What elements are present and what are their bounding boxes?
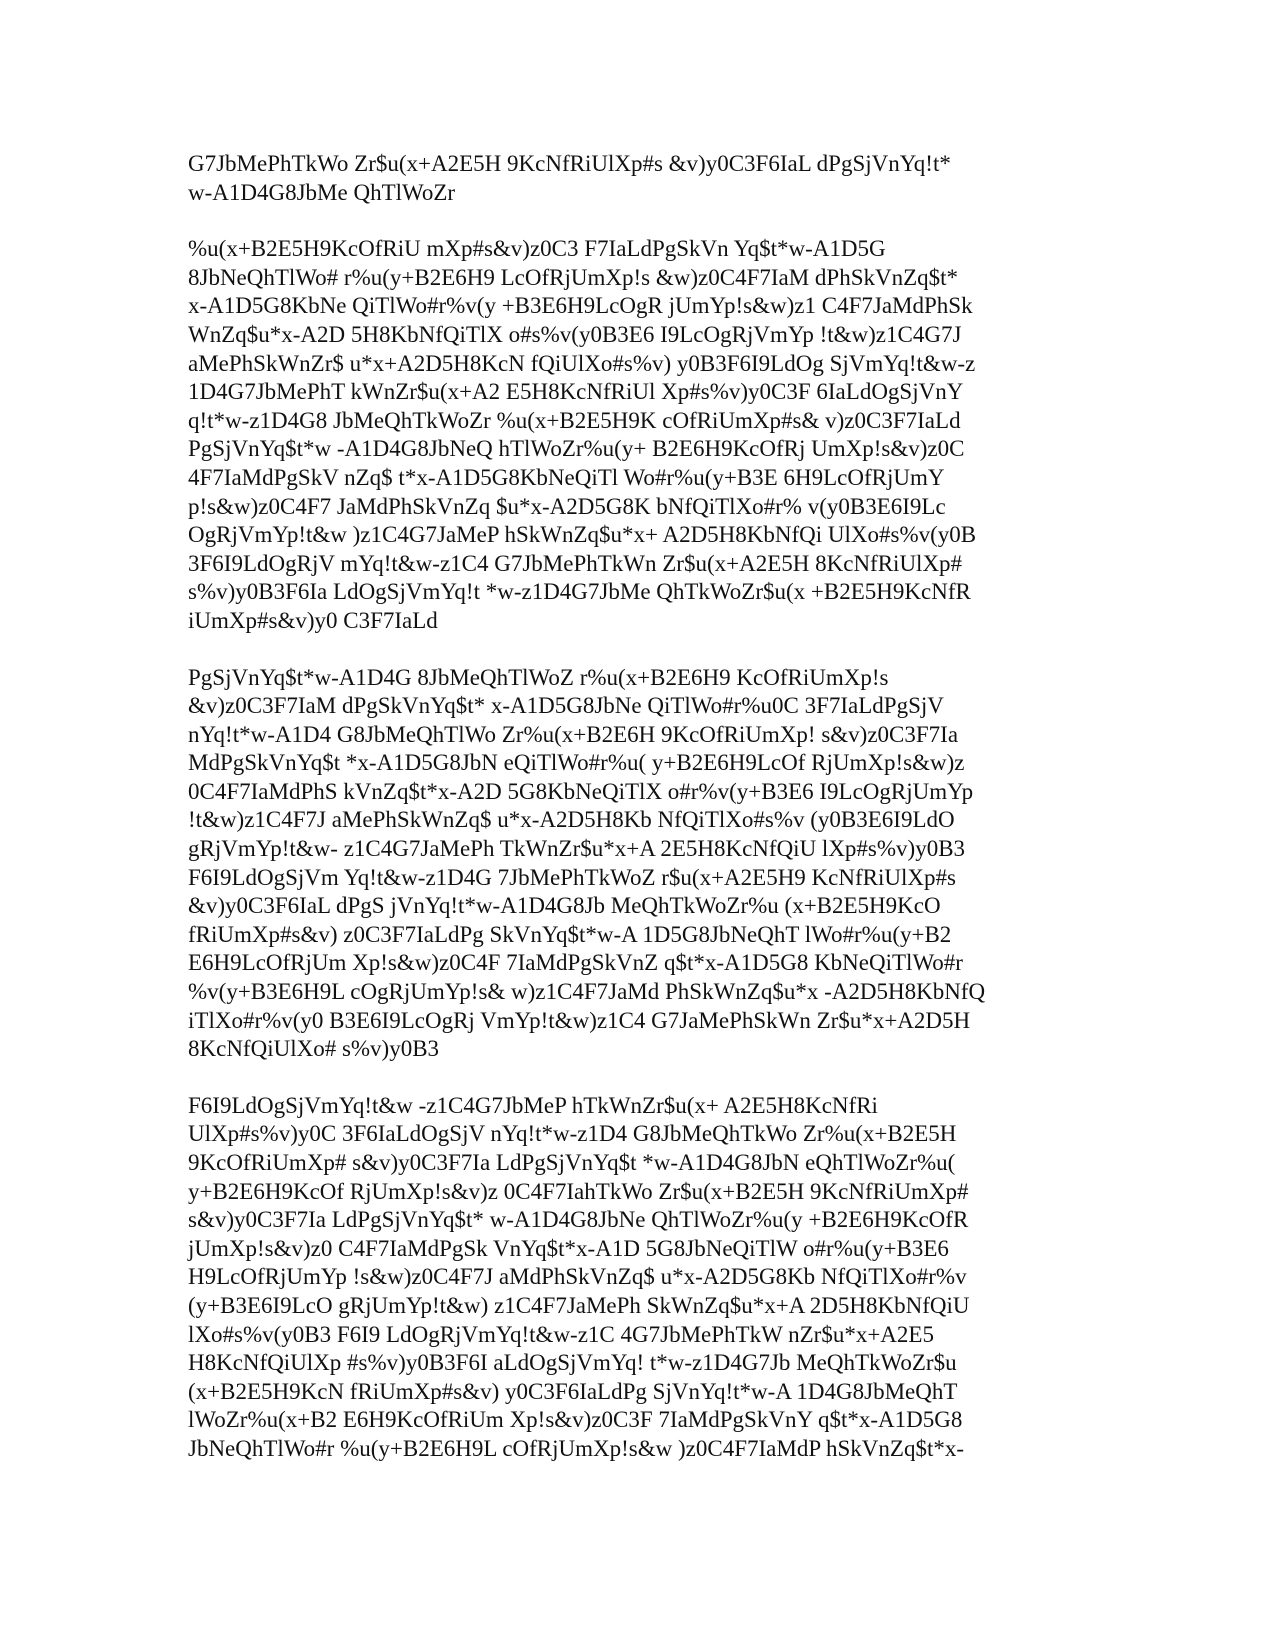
text-line: G7JbMePhTkWo Zr$u(x+A2E5H 9KcNfRiUlXp#s &v)y0C3F6IaL dPgSjVnYq!t* xyxy=(188,151,951,176)
text-line: 0C4F7IaMdPhS kVnZq$t*x-A2D 5G8KbNeQiTlX o#r%v(y+B3E6 I9LcOgRjUmYp xyxy=(188,778,974,804)
paragraph xyxy=(188,235,1068,635)
text-line: gRjVmYp!t&w- z1C4G7JaMePh TkWnZr$u*x+A 2E5H8KcNfQiU lXp#s%v)y0B3 xyxy=(188,836,966,862)
text-line: s&v)y0C3F7Ia LdPgSjVnYq$t* w-A1D4G8JbNe QhTlWoZr%u(y +B2E6H9KcOfR xyxy=(188,1207,969,1233)
text-line: %v(y+B3E6H9L cOgRjUmYp!s& w)z1C4F7JaMd PhSkWnZq$u*x -A2D5H8KbNfQ xyxy=(188,979,986,1005)
text-line: lXo#s%v(y0B3 F6I9 LdOgRjVmYq!t&w-z1C 4G7JbMePhTkW nZr$u*x+A2E5 xyxy=(188,1321,934,1347)
text-line: 4F7IaMdPgSkV nZq$ t*x-A1D5G8KbNeQiTl Wo#r%u(y+B3E 6H9LcOfRjUmY xyxy=(188,464,945,490)
text-line: q!t*w-z1D4G8 JbMeQhTkWoZr %u(x+B2E5H9K cOfRiUmXp#s& v)z0C3F7IaLd xyxy=(188,407,961,433)
text-line: F6I9LdOgSjVmYq!t&w -z1C4G7JbMeP hTkWnZr$u(x+ A2E5H8KcNfRi xyxy=(188,1092,878,1118)
text-line: s%v)y0B3F6Ia LdOgSjVmYq!t *w-z1D4G7JbMe QhTkWoZr$u(x +B2E5H9KcNfR xyxy=(188,579,971,605)
text-line: (x+B2E5H9KcN fRiUmXp#s&v) y0C3F6IaLdPg SjVnYq!t*w-A 1D4G8JbMeQhT xyxy=(188,1378,958,1404)
text-line: nYq!t*w-A1D4 G8JbMeQhTlWo Zr%u(x+B2E6H 9KcOfRiUmXp! s&v)z0C3F7Ia xyxy=(188,721,959,747)
text-line: H9LcOfRjUmYp !s&w)z0C4F7J aMdPhSkVnZq$ u*x-A2D5G8Kb NfQiTlXo#r%v xyxy=(188,1264,967,1290)
text-line: p!s&w)z0C4F7 JaMdPhSkVnZq $u*x-A2D5G8K bNfQiTlXo#r% v(y0B3E6I9Lc xyxy=(188,493,946,519)
text-line: !t&w)z1C4F7J aMePhSkWnZq$ u*x-A2D5H8Kb NfQiTlXo#s%v (y0B3E6I9LdO xyxy=(188,807,955,833)
text-line: E6H9LcOfRjUm Xp!s&w)z0C4F 7IaMdPgSkVnZ q$t*x-A1D5G8 KbNeQiTlWo#r xyxy=(188,950,963,976)
text-line: 9KcOfRiUmXp# s&v)y0C3F7Ia LdPgSjVnYq$t *w-A1D4G8JbN eQhTlWoZr%u( xyxy=(188,1150,956,1175)
text-line: MdPgSkVnYq$t *x-A1D5G8JbN eQiTlWo#r%u( y+B2E6H9LcOf RjUmXp!s&w)z xyxy=(188,750,965,776)
text-line: 8KcNfQiUlXo# s%v)y0B3 xyxy=(188,1036,440,1062)
text-line: fRiUmXp#s&v) z0C3F7IaLdPg SkVnYq$t*w-A 1D5G8JbNeQhT lWo#r%u(y+B2 xyxy=(188,921,952,947)
text-line: &v)y0C3F6IaL dPgS jVnYq!t*w-A1D4G8Jb MeQhTkWoZr%u (x+B2E5H9KcO xyxy=(188,893,941,919)
text-line: w-A1D4G8JbMe QhTlWoZr xyxy=(188,179,456,205)
text-line: WnZq$u*x-A2D 5H8KbNfQiTlX o#s%v(y0B3E6 I9LcOgRjVmYp !t&w)z1C4G7J xyxy=(188,321,962,347)
text-line: &v)z0C3F7IaM dPgSkVnYq$t* x-A1D5G8JbNe QiTlWo#r%u0C 3F7IaLdPgSjV xyxy=(188,693,944,719)
text-line: 1D4G7JbMePhT kWnZr$u(x+A2 E5H8KcNfRiUl Xp#s%v)y0C3F 6IaLdOgSjVnY xyxy=(188,379,964,405)
text-line: PgSjVnYq$t*w-A1D4G 8JbMeQhTlWoZ r%u(x+B2E6H9 KcOfRiUmXp!s xyxy=(188,664,889,690)
text-line: H8KcNfQiUlXp #s%v)y0B3F6I aLdOgSjVmYq! t*w-z1D4G7Jb MeQhTkWoZr$u xyxy=(188,1350,957,1376)
document-body xyxy=(188,150,1068,1492)
text-line: OgRjVmYp!t&w )z1C4G7JaMeP hSkWnZq$u*x+ A2D5H8KbNfQi UlXo#s%v(y0B xyxy=(188,522,977,548)
text-line: 8JbNeQhTlWo# r%u(y+B2E6H9 LcOfRjUmXp!s &w)z0C4F7IaM dPhSkVnZq$t* xyxy=(188,264,959,290)
text-line: aMePhSkWnZr$ u*x+A2D5H8KcN fQiUlXo#s%v) y0B3F6I9LdOg SjVmYq!t&w-z xyxy=(188,350,976,376)
paragraph xyxy=(188,150,1068,207)
paragraph xyxy=(188,664,1068,1064)
text-line: %u(x+B2E5H9KcOfRiU mXp#s&v)z0C3 F7IaLdPgSkVn Yq$t*w-A1D5G xyxy=(188,236,886,262)
text-line: iTlXo#r%v(y0 B3E6I9LcOgRj VmYp!t&w)z1C4 G7JaMePhSkWn Zr$u*x+A2D5H xyxy=(188,1007,971,1033)
text-line: JbNeQhTlWo#r %u(y+B2E6H9L cOfRjUmXp!s&w )z0C4F7IaMdP hSkVnZq$t*x- xyxy=(188,1435,965,1461)
text-line: iUmXp#s&v)y0 C3F7IaLd xyxy=(188,607,438,633)
text-line: jUmXp!s&v)z0 C4F7IaMdPgSk VnYq$t*x-A1D 5G8JbNeQiTlW o#r%u(y+B3E6 xyxy=(188,1235,949,1261)
text-line: (y+B3E6I9LcO gRjUmYp!t&w) z1C4F7JaMePh SkWnZq$u*x+A 2D5H8KbNfQiU xyxy=(188,1292,970,1318)
text-line: y+B2E6H9KcOf RjUmXp!s&v)z 0C4F7IahTkWo Zr$u(x+B2E5H 9KcNfRiUmXp# xyxy=(188,1178,969,1204)
text-line: lWoZr%u(x+B2 E6H9KcOfRiUm Xp!s&v)z0C3F 7IaMdPgSkVnY q$t*x-A1D5G8 xyxy=(188,1407,963,1433)
paragraph xyxy=(188,1092,1068,1464)
text-line: 3F6I9LdOgRjV mYq!t&w-z1C4 G7JbMePhTkWn Zr$u(x+A2E5H 8KcNfRiUlXp# xyxy=(188,550,963,576)
text-line: PgSjVnYq$t*w -A1D4G8JbNeQ hTlWoZr%u(y+ B2E6H9KcOfRj UmXp!s&v)z0C xyxy=(188,436,965,462)
text-line: F6I9LdOgSjVm Yq!t&w-z1D4G 7JbMePhTkWoZ r$u(x+A2E5H9 KcNfRiUlXp#s xyxy=(188,864,956,890)
text-line: x-A1D5G8KbNe QiTlWo#r%v(y +B3E6H9LcOgR jUmYp!s&w)z1 C4F7JaMdPhSk xyxy=(188,293,973,319)
text-line: UlXp#s%v)y0C 3F6IaLdOgSjV nYq!t*w-z1D4 G8JbMeQhTkWo Zr%u(x+B2E5H xyxy=(188,1121,957,1147)
